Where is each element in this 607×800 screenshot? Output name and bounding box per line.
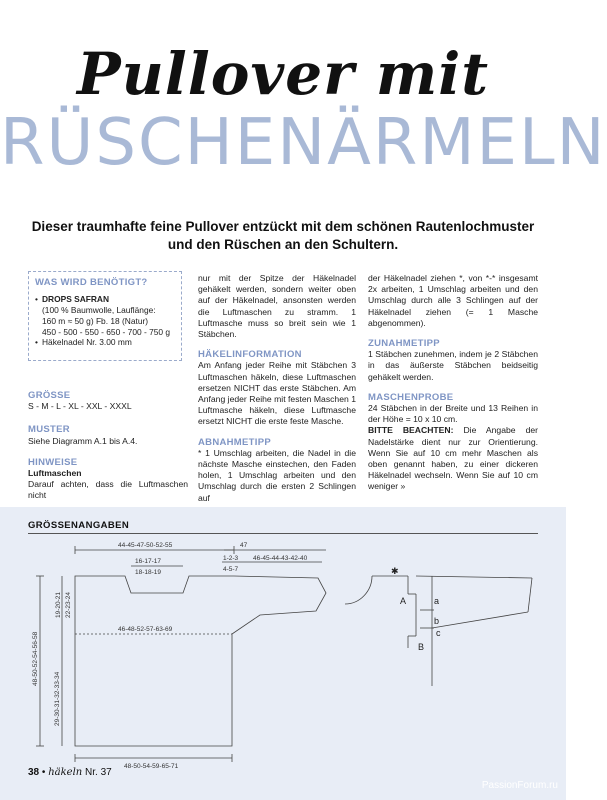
sleeve-label-a: 1-2-3 [223, 555, 239, 562]
shoulder-label-b: 22-23-24 [65, 591, 72, 618]
maschenprobe-heading: MASCHENPROBE [368, 391, 454, 403]
yarn-name: DROPS SAFRAN [42, 294, 110, 305]
intro-line-2: und den Rüschen an den Schultern. [167, 237, 399, 252]
hinweise-subheading: Luftmaschen [28, 468, 82, 479]
col3-paragraph-1: der Häkelnadel ziehen *, von *-* insgesamt 2x arbeiten, 1 Umschlag arbeiten und den Umschlag durch alle 3 Schlingen auf der Häkelnadel ziehen (= 1 Masche abgenommen). [368, 273, 538, 328]
col2-paragraph-3: * 1 Umschlag arbeiten, die Nadel in die nächste Masche einstechen, den Faden holen, 1 Umschlag arbeiten und den Umschlag durch die ersten 2 Schlingen auf [198, 447, 356, 503]
magazine-name: häkeln [48, 767, 83, 778]
materials-box [28, 271, 182, 361]
size-diagram-title: GRÖSSENANGABEN [28, 520, 130, 531]
bitte-beachten-text: Die Angabe der Nadelstärke dient nur zur Orientierung. Wenn Sie auf 10 cm mehr Maschen als oben genannt haben, zu einer dickeren Häkelnadel wechseln. Wenn Sie auf 10 cm weniger » [368, 425, 538, 492]
neck-label-a: 16-17-17 [135, 558, 162, 565]
issue-number: Nr. 37 [85, 767, 112, 778]
sleeve-total-label: 47 [240, 542, 248, 549]
watermark: PassionForum.ru [481, 780, 558, 791]
title-caps: RÜSCHENÄRMELN [0, 106, 607, 180]
col3-paragraph-2: 1 Stäbchen zunehmen, indem je 2 Stäbchen in das äußerste Stäbchen beidseitig gehäkelt werden. [368, 349, 538, 382]
col2-paragraph-2: Am Anfang jeder Reihe mit Stäbchen 3 Luftmaschen häkeln, diese Luftmaschen ersetzen NICHT das erste Stäbchen. Am Anfang jeder Reihe mit festen Maschen 1 Luftmasche häkeln, diese Luftmasche ersetzt NICHT die erste feste Masche. [198, 360, 356, 427]
label-A: A [400, 596, 407, 606]
materials-list [35, 294, 175, 348]
chest-label: 46-48-52-57-63-69 [118, 626, 173, 633]
label-B: B [418, 642, 425, 652]
bitte-beachten-label: BITTE BEACHTEN: [368, 425, 454, 436]
intro-text [20, 218, 546, 254]
hinweise-heading: HINWEISE [28, 456, 78, 468]
length-label: 48-50-52-54-56-58 [32, 631, 39, 686]
column-2 [198, 273, 356, 504]
page-footer [28, 767, 112, 778]
intro-line-1: Dieser traumhafte feine Pullover entzückt mit dem schönen Rautenlochmuster [31, 219, 535, 234]
hinweise-text: Darauf achten, dass die Luftmaschen nicht [28, 479, 188, 501]
sweater-outline [75, 576, 326, 746]
yarn-line-2: 160 m ≈ 50 g) Fb. 18 (Natur) [42, 315, 149, 326]
label-b: b [434, 616, 440, 626]
col2-paragraph-1: nur mit der Spitze der Häkelnadel gehäkelt werden, sondern weiter oben auf der Häkelnadel, ansonsten werden die Luftmaschen zu stramm. 1 Luftmasche muss so breit sein wie 1 Stäbchen. [198, 273, 356, 340]
top-width-label: 44-45-47-50-52-55 [118, 542, 173, 549]
sleeve-label-b: 4-5-7 [223, 566, 239, 573]
yarn-line-1: (100 % Baumwolle, Lauflänge: [42, 305, 156, 315]
abnahmetipp-heading: ABNAHMETIPP [198, 436, 271, 448]
label-star: ✱ [391, 566, 399, 576]
col3-paragraph-3: 24 Stäbchen in der Breite und 13 Reihen in der Höhe = 10 x 10 cm. [368, 403, 538, 425]
body-length-label: 29-30-31-32-33-34 [54, 671, 61, 726]
footer-separator: • [41, 767, 46, 778]
size-diagram-rule [28, 533, 538, 534]
materials-heading: WAS WIRD BENÖTIGT? [35, 277, 148, 288]
shoulder-label-a: 19-20-21 [55, 591, 62, 618]
haekelinfo-heading: HÄKELINFORMATION [198, 349, 302, 361]
muster-text: Siehe Diagramm A.1 bis A.4. [28, 435, 138, 446]
sleeve-detail-outline [345, 576, 372, 604]
title-script: Pullover mit [76, 40, 490, 108]
label-a: a [434, 596, 440, 606]
size-diagram [0, 536, 566, 770]
label-c: c [436, 628, 441, 638]
column-3 [368, 273, 538, 493]
groesse-text: S - M - L - XL - XXL - XXXL [28, 401, 132, 412]
materials-yarn [42, 294, 175, 337]
col3-paragraph-4 [368, 425, 538, 492]
column-1-sections [28, 390, 188, 502]
sleeve-label-c: 46-45-44-43-42-40 [253, 555, 308, 562]
page-number: 38 [28, 767, 40, 778]
bottom-width-label: 48-50-54-59-65-71 [124, 763, 179, 770]
groesse-heading: GRÖSSE [28, 390, 71, 401]
neck-label-b: 18-18-19 [135, 569, 162, 576]
materials-hook: • Häkelnadel Nr. 3.00 mm [42, 337, 175, 348]
zunahmetipp-heading: ZUNAHMETIPP [368, 338, 440, 350]
yarn-line-3: 450 - 500 - 550 - 650 - 700 - 750 g [42, 326, 171, 337]
muster-heading: MUSTER [28, 424, 70, 436]
